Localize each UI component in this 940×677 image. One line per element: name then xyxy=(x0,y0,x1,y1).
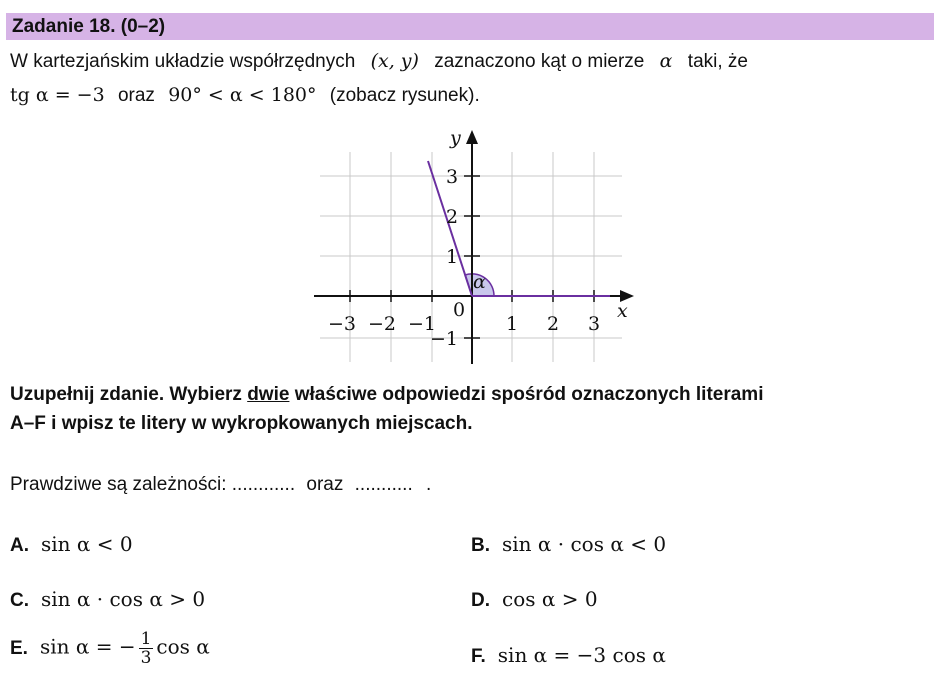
option-letter: A. xyxy=(10,535,29,556)
instruction-line-1 xyxy=(10,384,763,406)
alpha-symbol: α xyxy=(659,50,673,72)
origin-label: 0 xyxy=(453,299,466,321)
y-tick-label: 3 xyxy=(446,166,459,188)
tangent-condition: tg α = −3 xyxy=(10,84,105,106)
option-letter: E. xyxy=(10,637,28,659)
sentence-end: . xyxy=(426,474,432,495)
option-math: sin α < 0 xyxy=(41,532,133,556)
y-label: y xyxy=(450,127,461,149)
see-figure: (zobacz rysunek). xyxy=(329,85,480,106)
answer-option-e xyxy=(10,630,210,667)
option-math-post: cos α xyxy=(156,634,210,659)
answer-option-b xyxy=(471,532,666,557)
fraction-denominator: 3 xyxy=(140,648,152,668)
option-math: cos α > 0 xyxy=(502,587,598,611)
y-tick-label: −1 xyxy=(430,328,459,350)
answer-option-a xyxy=(10,532,133,557)
instruction-text-1: Uzupełnij zdanie. Wybierz xyxy=(10,384,242,405)
y-tick-label: 2 xyxy=(446,206,459,228)
option-letter: F. xyxy=(471,646,486,667)
option-letter: D. xyxy=(471,590,490,611)
option-letter: B. xyxy=(471,535,490,556)
sentence-and: oraz xyxy=(306,474,344,495)
answer-option-d xyxy=(471,587,598,612)
instruction-emphasis: dwie xyxy=(247,384,290,405)
coordinates-math: (x, y) xyxy=(370,50,419,72)
x-tick-label: 3 xyxy=(588,313,601,335)
angle-range: 90° < α < 180° xyxy=(168,84,317,106)
intro-line-2 xyxy=(10,84,480,107)
task-header: Zadanie 18. (0–2) xyxy=(6,13,934,40)
option-math: sin α · cos α > 0 xyxy=(41,587,206,611)
option-letter: C. xyxy=(10,590,29,611)
and-word: oraz xyxy=(117,85,155,106)
option-math: sin α = −3 cos α xyxy=(497,643,666,667)
x-tick-label: −3 xyxy=(328,313,357,335)
option-math: sin α = − xyxy=(39,634,136,659)
answer-option-c xyxy=(10,587,205,612)
intro-line-1 xyxy=(10,50,748,73)
x-label: x xyxy=(617,300,628,322)
x-tick-label: −1 xyxy=(408,313,437,335)
answer-option-f xyxy=(471,643,666,668)
y-tick-label: 1 xyxy=(446,246,459,268)
fraction-numerator: 1 xyxy=(140,629,152,649)
intro-text-3: taki, że xyxy=(687,51,748,72)
fill-in-sentence xyxy=(10,474,431,496)
fraction xyxy=(139,630,154,667)
intro-text-1: W kartezjańskim układzie współrzędnych xyxy=(10,51,356,72)
x-tick-label: 1 xyxy=(506,313,519,335)
option-math: sin α · cos α < 0 xyxy=(502,532,667,556)
x-tick-label: 2 xyxy=(547,313,560,335)
angle-label: α xyxy=(473,271,486,293)
x-tick-label: −2 xyxy=(368,313,397,335)
y-axis-arrow xyxy=(466,130,478,144)
answer-blank-1[interactable]: ............ xyxy=(231,474,296,495)
instruction-text-2: właściwe odpowiedzi spośród oznaczonych literami xyxy=(294,384,764,405)
instruction-line-2: A–F i wpisz te litery w wykropkowanych miejscach. xyxy=(10,413,473,434)
coordinate-graph xyxy=(300,124,640,364)
intro-text-2: zaznaczono kąt o mierze xyxy=(434,51,645,72)
sentence-text: Prawdziwe są zależności: xyxy=(10,474,227,495)
answer-blank-2[interactable]: ........... xyxy=(354,474,413,495)
